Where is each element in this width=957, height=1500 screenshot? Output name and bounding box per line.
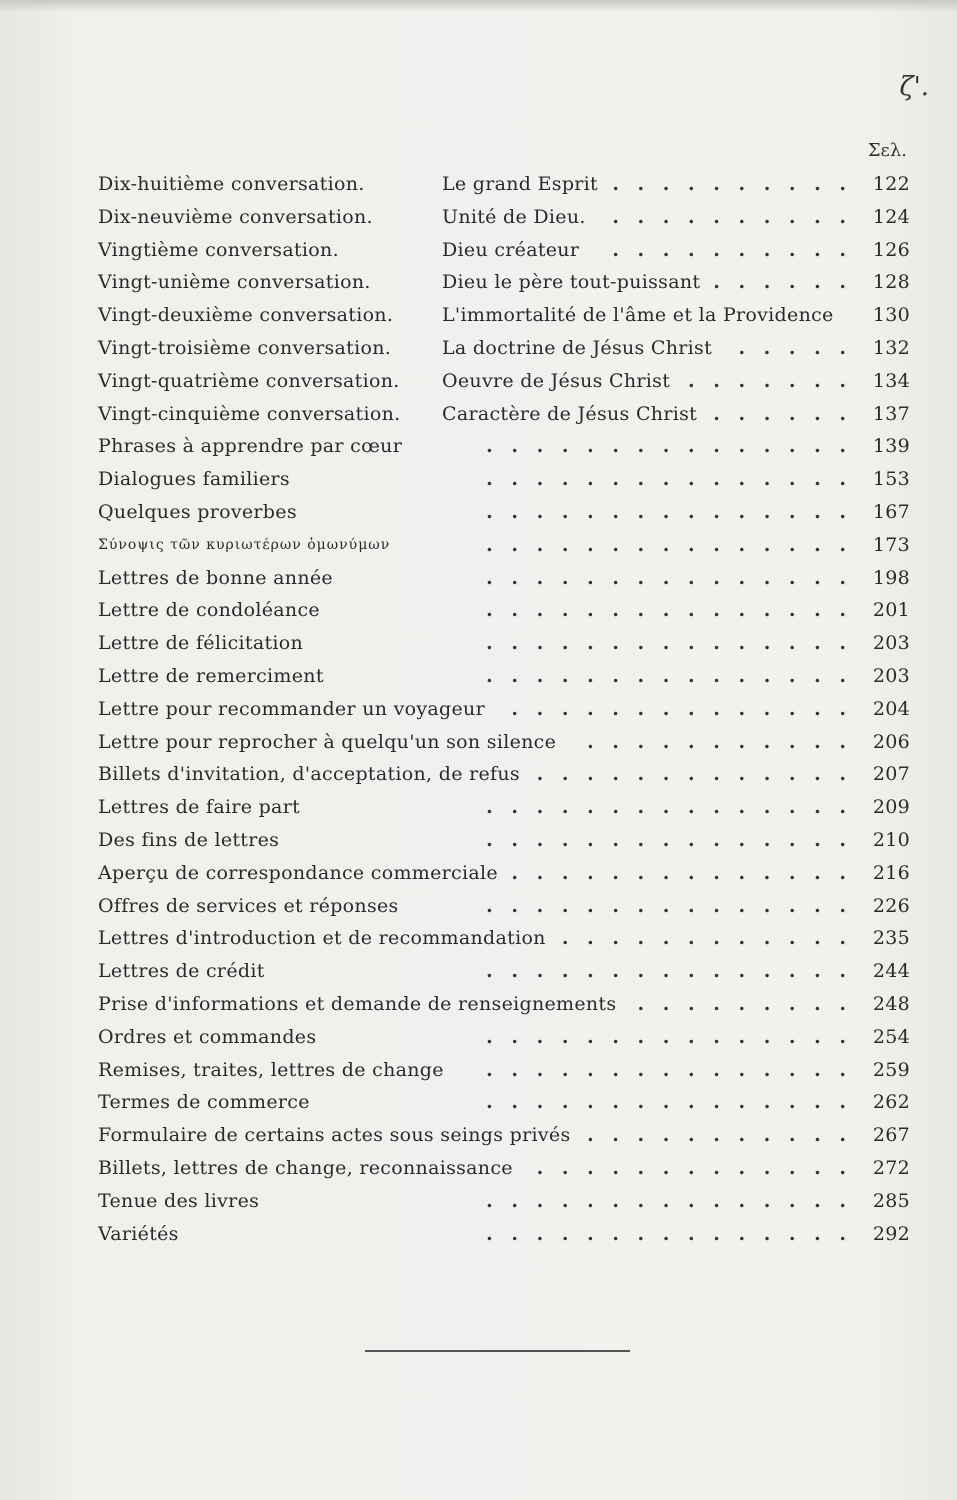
dot-leader: . . . . . . . . . . . . . . . bbox=[486, 1091, 852, 1114]
dot-leader: . . . . . . . . . . . . . . . bbox=[486, 599, 852, 622]
toc-entry bbox=[98, 430, 910, 463]
toc-entry bbox=[98, 1152, 910, 1185]
toc-entry bbox=[98, 660, 910, 693]
toc-entry-page: 254 bbox=[872, 1025, 910, 1048]
toc-entry bbox=[98, 234, 910, 267]
toc-entry-subtitle: La doctrine de Jésus Christ bbox=[442, 336, 713, 359]
toc-entry-page: 248 bbox=[872, 992, 910, 1015]
dot-leader: . . . . . . . . . . . . . . . bbox=[486, 500, 852, 523]
toc-entry-title: Σύνοψις τῶν κυριωτέρων ὁμωνύμων bbox=[98, 536, 391, 553]
toc-entry-page: 206 bbox=[872, 730, 910, 753]
toc-entry-title: Lettres de faire part bbox=[98, 796, 301, 819]
toc-entry bbox=[98, 758, 910, 791]
toc-entry bbox=[98, 496, 910, 529]
dot-leader: . . . . . . . . . . bbox=[612, 205, 852, 228]
toc-entry-page: 244 bbox=[872, 960, 910, 983]
toc-entry-title: Phrases à apprendre par cœur bbox=[98, 435, 403, 458]
toc-entry bbox=[98, 1021, 910, 1054]
toc-entry bbox=[98, 299, 910, 332]
toc-entry bbox=[98, 955, 910, 988]
toc-entry-page: 209 bbox=[872, 796, 910, 819]
toc-entry-title: Remises, traites, lettres de change bbox=[98, 1058, 444, 1081]
toc-entry-page: 226 bbox=[872, 894, 910, 917]
toc-entry-title: Des fins de lettres bbox=[98, 828, 280, 851]
dot-leader: . . . . . . . . . . . . . . . bbox=[486, 468, 852, 491]
toc-entry-page: 122 bbox=[872, 173, 910, 195]
dot-leader: . . . . . . bbox=[713, 402, 852, 425]
toc-entry-title: Lettre pour reprocher à quelqu'un son silence bbox=[98, 730, 557, 753]
dot-leader: . . . . . . . . . . . . bbox=[561, 927, 852, 950]
page-top-shadow bbox=[0, 0, 957, 12]
toc-entry bbox=[98, 693, 910, 726]
dot-leader: . . . . . . . . . . . . . bbox=[536, 1156, 852, 1179]
closing-rule bbox=[365, 1350, 630, 1352]
toc-entry bbox=[98, 1054, 910, 1087]
toc-entry-page: 272 bbox=[872, 1156, 910, 1179]
toc-entry-title: Lettres de bonne année bbox=[98, 566, 333, 589]
toc-entry bbox=[98, 857, 910, 890]
toc-entry-page: 130 bbox=[872, 304, 910, 327]
toc-entry-title: Vingt-deuxième conversation. bbox=[98, 304, 394, 327]
dot-leader: . . . . . . . . . . . . . . . bbox=[486, 894, 852, 917]
toc-entry-page: 207 bbox=[872, 763, 910, 786]
dot-leader: . . . . . . . . . . . . . . bbox=[511, 697, 852, 720]
toc-entry-title: Billets, lettres de change, reconnaissance bbox=[98, 1156, 513, 1179]
dot-leader: . . . . . . . . . . . . . . . bbox=[486, 533, 852, 556]
dot-leader: . . . . . . . . . . . . . . . bbox=[486, 796, 852, 819]
toc-entry bbox=[98, 988, 910, 1021]
table-of-contents bbox=[98, 168, 910, 1250]
toc-entry-page: 124 bbox=[872, 205, 910, 228]
toc-entry bbox=[98, 1086, 910, 1119]
toc-entry-page: 259 bbox=[872, 1058, 910, 1081]
toc-entry bbox=[98, 398, 910, 431]
toc-entry-page: 262 bbox=[872, 1091, 910, 1114]
dot-leader: . . . . . . . bbox=[688, 369, 852, 392]
dot-leader: . . . . . . . . . . . . . . . bbox=[486, 1222, 852, 1245]
toc-entry-title: Vingt-quatrième conversation. bbox=[98, 369, 400, 392]
dot-leader: . . . . . . . . . . bbox=[612, 238, 852, 261]
toc-entry-title: Ordres et commandes bbox=[98, 1025, 317, 1048]
toc-entry-title: Aperçu de correspondance commerciale bbox=[98, 861, 498, 884]
toc-entry-page: 132 bbox=[872, 336, 910, 359]
toc-entry-title: Termes de commerce bbox=[98, 1091, 310, 1114]
dot-leader: . . . . . . . . . . . . . . . bbox=[486, 1189, 852, 1212]
toc-entry-subtitle: Caractère de Jésus Christ bbox=[442, 402, 698, 425]
dot-leader: . . . . . . . . . . . bbox=[587, 730, 852, 753]
dot-leader: . . . . . . . . . . . . . . . bbox=[486, 632, 852, 655]
toc-entry-page: 203 bbox=[872, 664, 910, 687]
dot-leader: . . . . . . . . . . . . . . . bbox=[486, 664, 852, 687]
toc-entry-subtitle: Oeuvre de Jésus Christ bbox=[442, 369, 671, 392]
toc-entry bbox=[98, 168, 910, 201]
toc-entry bbox=[98, 1218, 910, 1251]
toc-entry-title: Lettre de remerciment bbox=[98, 664, 324, 687]
toc-entry-page: 137 bbox=[872, 402, 910, 425]
toc-entry bbox=[98, 791, 910, 824]
toc-entry bbox=[98, 562, 910, 595]
toc-entry-title: Lettres de crédit bbox=[98, 960, 265, 983]
toc-entry-subtitle: Dieu créateur bbox=[442, 238, 580, 261]
toc-entry bbox=[98, 365, 910, 398]
toc-entry-page: 216 bbox=[872, 861, 910, 884]
toc-entry-page: 134 bbox=[872, 369, 910, 392]
toc-entry-page: 203 bbox=[872, 632, 910, 655]
toc-entry-title: Vingtième conversation. bbox=[98, 238, 339, 261]
toc-entry-page: 128 bbox=[872, 271, 910, 294]
toc-entry bbox=[98, 201, 910, 234]
toc-entry-page: 173 bbox=[872, 533, 910, 556]
dot-leader: . . . . . . . . . . . . . . . bbox=[486, 566, 852, 589]
toc-entry-title: Offres de services et réponses bbox=[98, 894, 399, 917]
toc-entry-title: Tenue des livres bbox=[98, 1189, 260, 1212]
toc-entry-title: Billets d'invitation, d'acceptation, de refus bbox=[98, 763, 520, 786]
dot-leader: . . . . . . . . . . . bbox=[587, 1124, 852, 1147]
toc-entry-title: Dialogues familiers bbox=[98, 468, 290, 491]
toc-entry-page: 126 bbox=[872, 238, 910, 261]
toc-entry-title: Vingt-troisième conversation. bbox=[98, 336, 392, 359]
toc-entry bbox=[98, 594, 910, 627]
toc-entry bbox=[98, 529, 910, 562]
toc-entry-page: 267 bbox=[872, 1124, 910, 1147]
toc-entry-title: Dix-neuvième conversation. bbox=[98, 205, 373, 228]
dot-leader: . . . . . . . . . . . . . bbox=[536, 763, 852, 786]
toc-entry bbox=[98, 463, 910, 496]
page-number: ζ'. bbox=[899, 72, 929, 102]
toc-entry-page: 198 bbox=[872, 566, 910, 589]
toc-entry-subtitle: L'immortalité de l'âme et la Providence bbox=[442, 304, 834, 327]
dot-leader: . . . . . . . . . . . . . . . bbox=[486, 1058, 852, 1081]
toc-entry-title: Lettre de félicitation bbox=[98, 632, 304, 655]
dot-leader: . . . . . . . . . bbox=[637, 992, 852, 1015]
dot-leader: . . . . . . bbox=[713, 271, 852, 294]
toc-entry-page: 139 bbox=[872, 435, 910, 458]
toc-entry-page: 235 bbox=[872, 927, 910, 950]
toc-entry bbox=[98, 1119, 910, 1152]
toc-entry-title: Variétés bbox=[98, 1222, 179, 1245]
page-column-header: Σελ. bbox=[867, 140, 907, 161]
toc-entry bbox=[98, 824, 910, 857]
toc-entry-title: Formulaire de certains actes sous seings privés bbox=[98, 1124, 571, 1147]
dot-leader: . . . . . . . . . . . . . . bbox=[511, 861, 852, 884]
toc-entry-title: Lettre pour recommander un voyageur bbox=[98, 697, 485, 720]
toc-entry-subtitle: Dieu le père tout-puissant bbox=[442, 271, 701, 294]
toc-entry-page: 153 bbox=[872, 468, 910, 491]
toc-entry-page: 285 bbox=[872, 1189, 910, 1212]
dot-leader: . . . . . . . . . . bbox=[612, 173, 852, 195]
dot-leader: . . . . . . . . . . . . . . . bbox=[486, 828, 852, 851]
toc-entry-title: Quelques proverbes bbox=[98, 500, 297, 523]
toc-entry-title: Lettre de condoléance bbox=[98, 599, 320, 622]
toc-entry-title: Prise d'informations et demande de renseignements bbox=[98, 992, 617, 1015]
toc-entry bbox=[98, 922, 910, 955]
dot-leader: . . . . . bbox=[738, 336, 852, 359]
toc-entry-title: Lettres d'introduction et de recommandation bbox=[98, 927, 546, 950]
toc-entry-page: 167 bbox=[872, 500, 910, 523]
toc-entry bbox=[98, 627, 910, 660]
toc-entry bbox=[98, 1185, 910, 1218]
dot-leader: . . . . . . . . . . . . . . . bbox=[486, 435, 852, 458]
dot-leader: . . . . . . . . . . . . . . . bbox=[486, 1025, 852, 1048]
dot-leader: . . . . . . . . . . . . . . . bbox=[486, 960, 852, 983]
toc-entry bbox=[98, 890, 910, 923]
toc-entry-title: Dix-huitième conversation. bbox=[98, 173, 365, 195]
toc-entry bbox=[98, 332, 910, 365]
toc-entry-page: 292 bbox=[872, 1222, 910, 1245]
toc-entry-title: Vingt-cinquième conversation. bbox=[98, 402, 401, 425]
toc-entry-subtitle: Unité de Dieu. bbox=[442, 205, 586, 228]
toc-entry-subtitle: Le grand Esprit bbox=[442, 173, 598, 195]
toc-entry-page: 204 bbox=[872, 697, 910, 720]
toc-entry-page: 210 bbox=[872, 828, 910, 851]
toc-entry bbox=[98, 726, 910, 759]
toc-entry bbox=[98, 266, 910, 299]
toc-entry-page: 201 bbox=[872, 599, 910, 622]
toc-entry-title: Vingt-unième conversation. bbox=[98, 271, 371, 294]
